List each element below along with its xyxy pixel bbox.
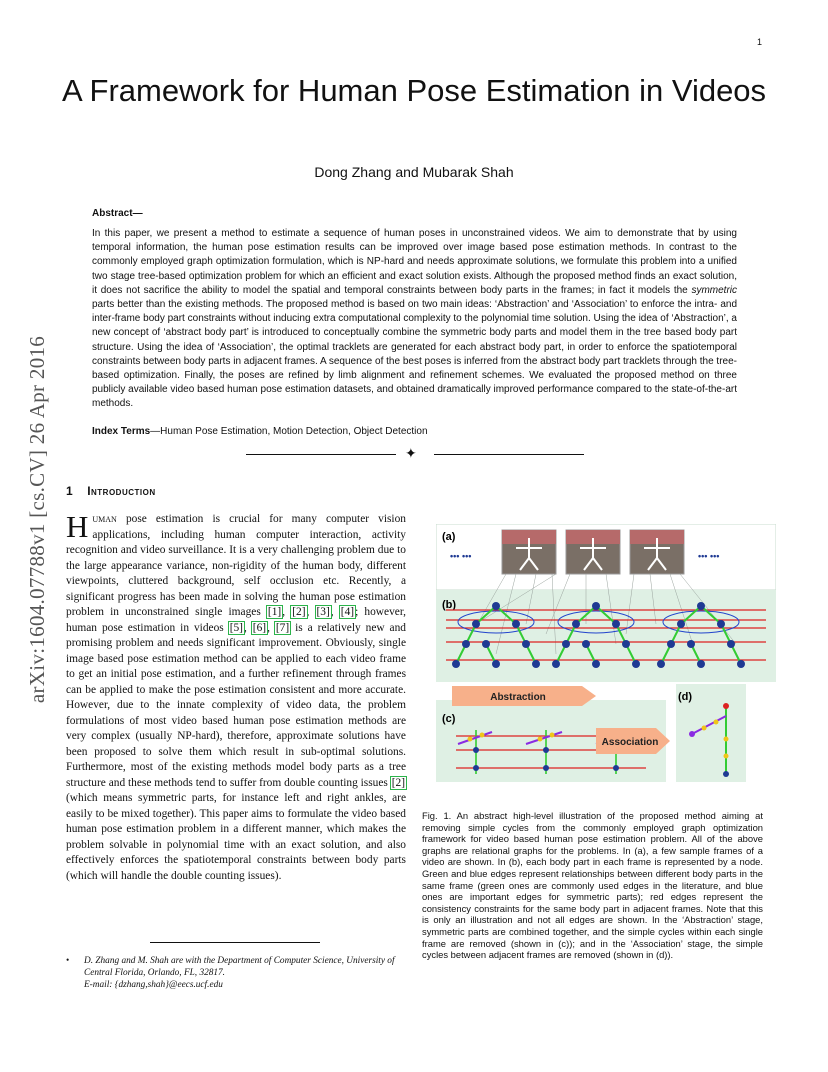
citation-separator: , [267,621,275,634]
citation-link[interactable]: [2] [391,776,405,789]
footnote [66,955,406,991]
author-line: Dong Zhang and Mubarak Shah [314,164,514,180]
association-arrow [596,728,670,754]
citation-link[interactable]: [4] [340,606,355,618]
video-frame [502,530,556,574]
citation-link[interactable]: [5] [229,621,243,634]
citation-link[interactable]: [1] [267,606,282,618]
index-terms-text: —Human Pose Estimation, Motion Detection, Object Detection [150,426,428,437]
page-number: 1 [757,37,763,47]
abstract-heading [92,208,143,219]
citation-separator: , [330,606,340,618]
citation-link[interactable]: [2] [292,606,306,618]
figure-caption: Fig. 1. An abstract high-level illustration of the proposed method aiming at removing simple cycles from the commonly employed graph optimization framework for video based human pose estimation problem. All of the above graphs are relational graphs for the problems. In (a), a few sample frames of a video are shown. In (b), each body part in each frame is represented by a node. Green and blue edges represent relationships between different body parts in the same frame (green ones are commonly used edges in the literature, and blue ones are important edges for symmetric parts); red edges represent the consistency constraints for the same body part in adjacent frames. Note that this is only an illustration and not all edges are shown. In the ‘Abstraction’ stage, symmetric parts are combined together, and the simple cycles within each single frame are removed (shown in (c)); and in the ‘Association’ stage, the simple cycles between adjacent frames are removed (shown in (d)). [422,810,763,961]
abstract-text [92,227,737,412]
section-divider [246,448,584,460]
panel-b [436,590,776,682]
video-frame [630,530,684,574]
label-d: (d) [678,691,693,703]
divider-line-left [246,454,396,455]
divider-line-right [434,454,584,455]
abstract-label: Abstract [92,208,133,219]
citation-separator: , [306,606,316,618]
abstract-part-1: In this paper, we present a method to estimate a sequence of human poses in unconstrained videos. We aim to demonstrate that by using temporal information, the human pose estimation results can be improved over image based pose estimation methods. In contrast to the commonly employed graph optimization formulation, which is NP-hard and needs approximate solutions, we formulate this problem into a unified two stage tree-based optimization problem for which an efficient and exact solution exists. Although the proposed method finds an exact solution, it does not sacrifice the ability to model the spatial and temporal constraints between body parts in the frames; in fact it models the [92,228,737,296]
ellipsis-right: ••• ••• [698,551,720,561]
video-frame [566,530,620,574]
section-number: 1 [66,484,74,498]
citation-link[interactable]: [6] [252,621,267,634]
arxiv-stamp: arXiv:1604.07788v1 [cs.CV] 26 Apr 2016 [25,335,49,704]
dropcap-letter: H [66,509,89,544]
figure-1-diagram [436,524,776,786]
section-title: Introduction [87,484,156,498]
intro-text-1: pose estimation is crucial for many computer vision applications, including human computer interaction, activity recognition and video surveillance. It is a very challenging problem due to the large appearance variance, non-rigidity of the human body, different viewpoints, cluttered background, self occlusion etc. Recently, a significant progress has been made in solving the human pose estimation problem in unconstrained single images [66,513,406,618]
citation-link[interactable]: [3] [316,606,330,618]
footnote-rule [150,942,320,943]
citation-separator: , [282,606,292,618]
footnote-bullet: • [66,956,70,966]
abstraction-label: Abstraction [490,692,546,703]
footnote-text-block [84,955,406,991]
footnote-affiliation: D. Zhang and M. Shah are with the Department of Computer Science, University of Central Florida, Orlando, FL, 32817. [84,956,395,978]
intro-text-3: is a relatively new and promising problem and needs significant improvement. Obviously, single image based pose estimation method can be applied to each video frame to get an initial pose estimation, and a further refinement through frames can be applied to make the pose estimation consistent and more accurate. However, due to the innate complexity of video data, the problem formulations of most video based human pose estimation methods are very complex (usually NP-hard), therefore, approximate solutions have been proposed to solve them which result in sub-optimal solutions. Furthermore, most of the existing methods model body parts as a tree structure and these methods tend to suffer from double counting issues [66,621,406,789]
label-c: (c) [442,713,456,725]
abstract-italic-word: symmetric [691,284,738,296]
section-heading [66,484,156,498]
intro-paragraph [66,509,407,884]
ellipsis-left: ••• ••• [450,551,472,561]
index-terms [92,426,428,437]
label-b: (b) [442,599,457,611]
intro-smallcaps: uman [92,513,117,525]
abstraction-arrow [452,686,596,706]
intro-text-2: ; however, human pose estimation in videos [66,606,407,634]
citation-link[interactable]: [7] [275,621,290,634]
footnote-email: E-mail: {dzhang,shah}@eecs.ucf.edu [84,980,223,990]
abstract-part-2: parts better than the existing methods. The proposed method is based on two main ideas: ‘Abstraction’ and ‘Association’ to enforce the intra- and inter-frame body part constraints without inducing extra computational complexity to the polynomial time solution. Using the idea of ‘Abstraction’, a new concept of ‘abstract body part’ is introduced to conceptually combine the symmetric body parts and model them in the tree based body part structure. Using the idea of ‘Association’, the optimal tracklets are generated for each abstract body part, in order to enforce the spatiotemporal constraints between body parts in adjacent frames. A sequence of the best poses is inferred from the abstract body part tracklets through the tree-based optimization. Finally, the poses are refined by limb alignment and refinement schemes. We evaluated the proposed method on three publicly available video based human pose estimation datasets, and obtained dramatically improved performance compared to the state-of-the-art methods. [92,299,737,410]
label-a: (a) [442,531,456,543]
arxiv-stamp-container [22,283,52,758]
association-label: Association [601,737,659,748]
abstract-dash: — [132,208,143,219]
intro-text-4: (which means symmetric parts, for instance left and right ankles, are easily to be mixed together). This paper aims to formulate the video based human pose estimation problem in a different manner, which makes the problem solvable in polynomial time with an exact solution, and also effectively enforces the spatiotemporal constraints between body parts (which will handle the double counting issues). [66,792,406,882]
citation-separator: , [243,621,252,634]
divider-star-icon: ✦ [405,447,417,462]
index-terms-label: Index Terms [92,426,151,437]
paper-title: A Framework for Human Pose Estimation in Videos [61,73,767,108]
